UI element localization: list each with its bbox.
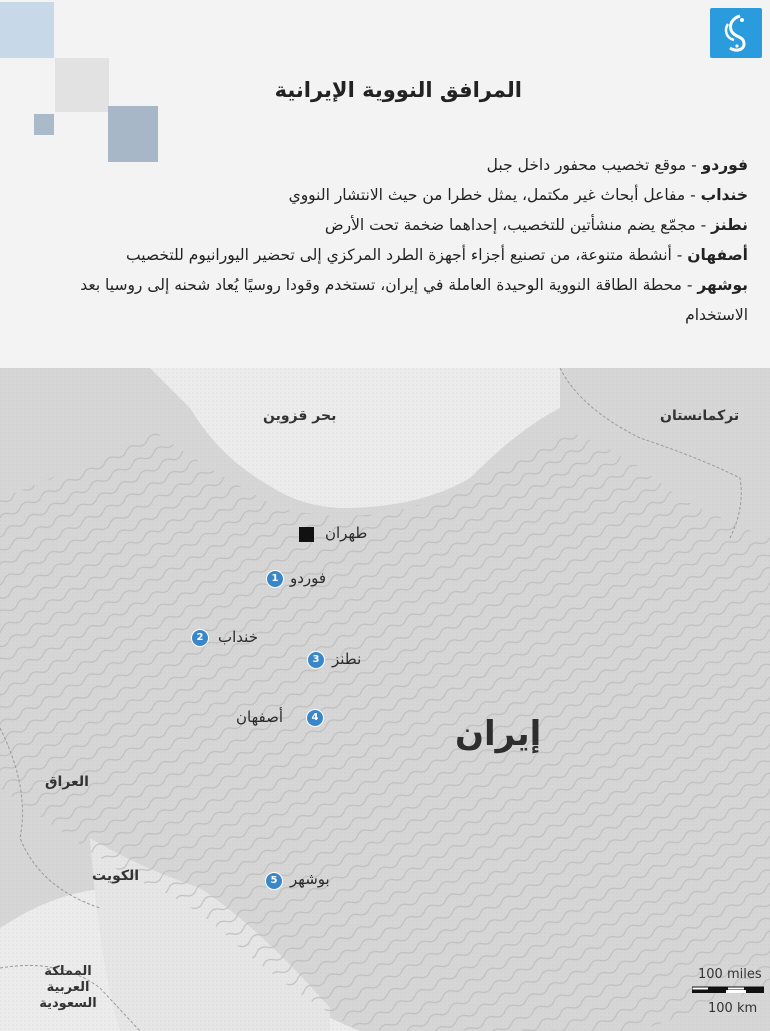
facility-desc: - محطة الطاقة النووية الوحيدة العاملة في إيران، تستخدم وقودا روسيًا يُعاد شحنه إلى روسيا بعد الاستخدام [80,276,748,324]
label-saudi: المملكة العربية السعودية [39,964,97,1011]
site-marker-5: 5 [265,872,283,890]
scale-miles: 100 miles [698,967,762,982]
site-label-bushehr: بوشهر [290,870,330,888]
site-marker-3: 3 [307,651,325,669]
facility-name: فوردو [701,156,748,174]
list-item [18,180,748,210]
label-iraq: العراق [45,774,89,790]
facility-name: أصفهان [687,246,748,264]
facility-desc: - مجمّع يضم منشأتين للتخصيب، إحداهما ضخمة تحت الأرض [324,216,712,234]
facility-desc: - أنشطة متنوعة، من تصنيع أجزاء أجهزة الطرد المركزي إلى تحضير اليورانيوم للتخصيب [126,246,688,264]
site-label-natanz: نطنز [332,650,362,668]
decor-square [55,58,109,112]
facility-name: خنداب [700,186,748,204]
facility-desc: - مفاعل أبحاث غير مكتمل، يمثل خطرا من حيث الانتشار النووي [288,186,701,204]
label-caspian: بحر قزوين [263,408,337,424]
map-area [0,368,770,1031]
label-tehran: طهران [325,524,368,542]
label-iran: إيران [455,714,542,754]
site-label-khondab: خنداب [218,628,258,646]
list-item [18,150,748,180]
facility-list [18,150,748,330]
list-item [18,270,748,330]
site-label-fordo: فوردو [290,569,327,587]
header-panel [0,0,770,368]
site-marker-4: 4 [306,709,324,727]
label-turkmenistan: تركمانستان [660,408,740,424]
label-kuwait: الكويت [92,868,140,884]
site-marker-2: 2 [191,629,209,647]
facility-name: نطنز [711,216,748,234]
aljazeera-logo-icon [710,8,762,58]
list-item [18,210,748,240]
scale-km: 100 km [708,1001,758,1016]
capital-marker [299,527,314,542]
facility-name: بوشهر [697,276,748,294]
terrain-map [0,368,770,1031]
decor-square [0,2,54,58]
site-label-isfahan: أصفهان [236,708,283,726]
decor-square [34,114,54,135]
scale-bar [692,984,764,998]
list-item [18,240,748,270]
page-title: المرافق النووية الإيرانية [274,78,522,102]
facility-desc: - موقع تخصيب محفور داخل جبل [486,156,702,174]
site-marker-1: 1 [266,570,284,588]
